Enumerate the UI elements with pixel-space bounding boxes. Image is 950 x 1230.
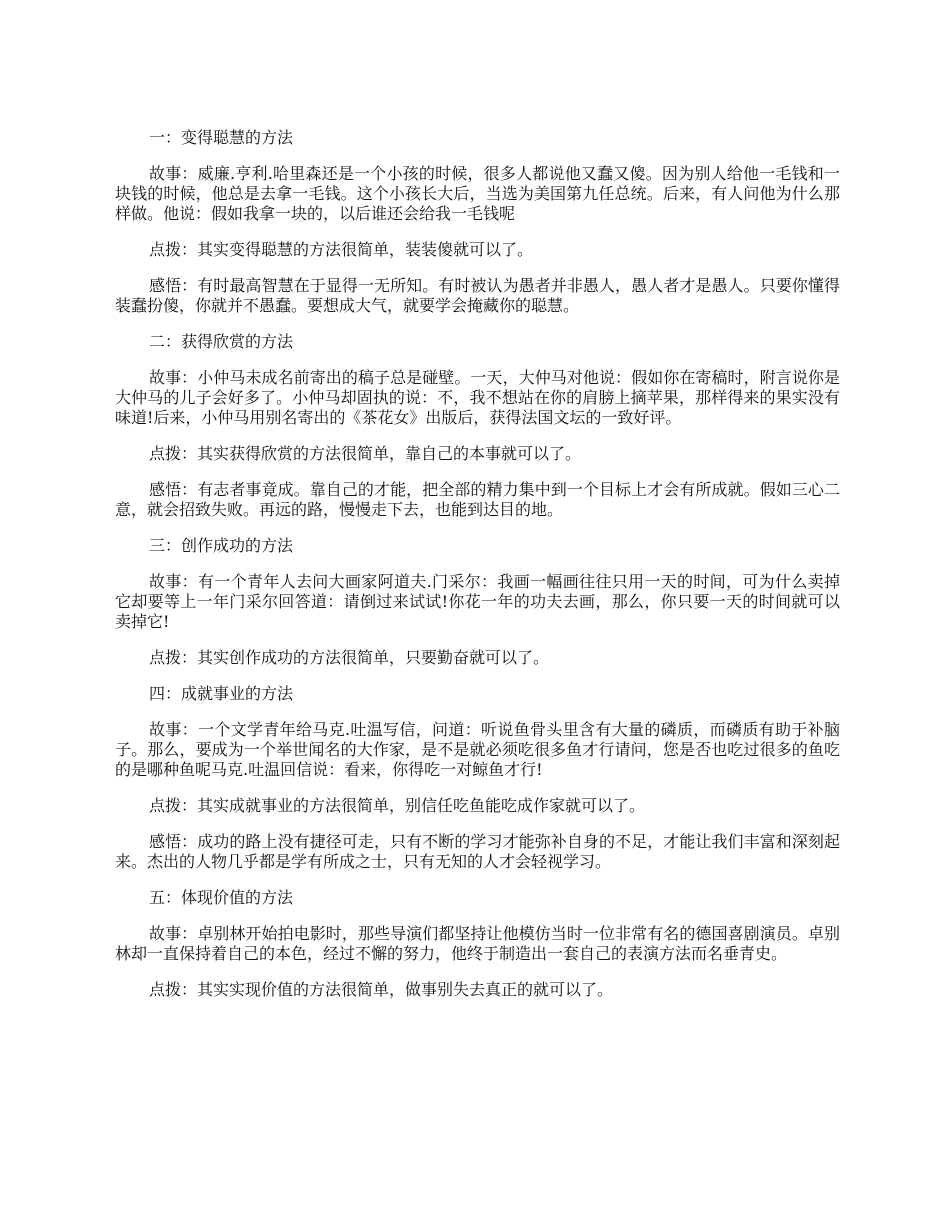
section-heading-4: 四：成就事业的方法 [149, 684, 294, 703]
insight-paragraph-3: 点拨：其实创作成功的方法很简单，只要勤奋就可以了。 [149, 648, 550, 667]
reflection-paragraph-1: 感悟：有时最高智慧在于显得一无所知。有时被认为愚者并非愚人，愚人者才是愚人。只要你懂得装蠢扮傻，你就并不愚蠢。要想成大气，就要学会掩藏你的聪慧。 [115, 276, 840, 315]
document-body [115, 128, 840, 1016]
insight-paragraph-2: 点拨：其实获得欣赏的方法很简单，靠自己的本事就可以了。 [149, 444, 582, 463]
section-heading-5: 五：体现价值的方法 [149, 888, 294, 907]
insight-paragraph-4: 点拨：其实成就事业的方法很简单，别信任吃鱼能吃成作家就可以了。 [149, 796, 646, 815]
section-heading-3: 三：创作成功的方法 [149, 536, 294, 555]
reflection-paragraph-4: 感悟：成功的路上没有捷径可走，只有不断的学习才能弥补自身的不足，才能让我们丰富和深刻起来。杰出的人物几乎都是学有所成之士，只有无知的人才会轻视学习。 [115, 832, 840, 871]
insight-paragraph-5: 点拨：其实实现价值的方法很简单，做事别失去真正的就可以了。 [149, 980, 614, 999]
story-paragraph-2: 故事：小仲马未成名前寄出的稿子总是碰壁。一天，大仲马对他说：假如你在寄稿时，附言说你是大仲马的儿子会好多了。小仲马却固执的说：不，我不想站在你的肩膀上摘苹果，那样得来的果实没有味道!后来，小仲马用别名寄出的《茶花女》出版后，获得法国文坛的一致好评。 [115, 368, 840, 427]
story-paragraph-5: 故事：卓别林开始拍电影时，那些导演们都坚持让他模仿当时一位非常有名的德国喜剧演员。卓别林却一直保持着自己的本色，经过不懈的努力，他终于制造出一套自己的表演方法而名垂青史。 [115, 924, 840, 963]
story-paragraph-3: 故事：有一个青年人去问大画家阿道夫.门采尔：我画一幅画往往只用一天的时间，可为什么卖掉它却要等上一年门采尔回答道：请倒过来试试!你花一年的功夫去画，那么，你只要一天的时间就可以卖掉它! [115, 572, 840, 631]
story-paragraph-1: 故事：威廉.亨利.哈里森还是一个小孩的时候，很多人都说他又蠢又傻。因为别人给他一毛钱和一块钱的时候，他总是去拿一毛钱。这个小孩长大后，当选为美国第九任总统。后来，有人问他为什么那样做。他说：假如我拿一块的，以后谁还会给我一毛钱呢 [115, 164, 840, 223]
section-heading-2: 二：获得欣赏的方法 [149, 332, 294, 351]
section-heading-1: 一：变得聪慧的方法 [149, 128, 294, 147]
story-paragraph-4: 故事：一个文学青年给马克.吐温写信，问道：听说鱼骨头里含有大量的磷质，而磷质有助于补脑子。那么，要成为一个举世闻名的大作家，是不是就必须吃很多鱼才行请问，您是否也吃过很多的鱼吃的是哪种鱼呢马克.吐温回信说：看来，你得吃一对鲸鱼才行! [115, 720, 840, 779]
reflection-paragraph-2: 感悟：有志者事竟成。靠自己的才能，把全部的精力集中到一个目标上才会有所成就。假如三心二意，就会招致失败。再远的路，慢慢走下去，也能到达目的地。 [115, 480, 840, 519]
insight-paragraph-1: 点拨：其实变得聪慧的方法很简单，装装傻就可以了。 [149, 240, 534, 259]
